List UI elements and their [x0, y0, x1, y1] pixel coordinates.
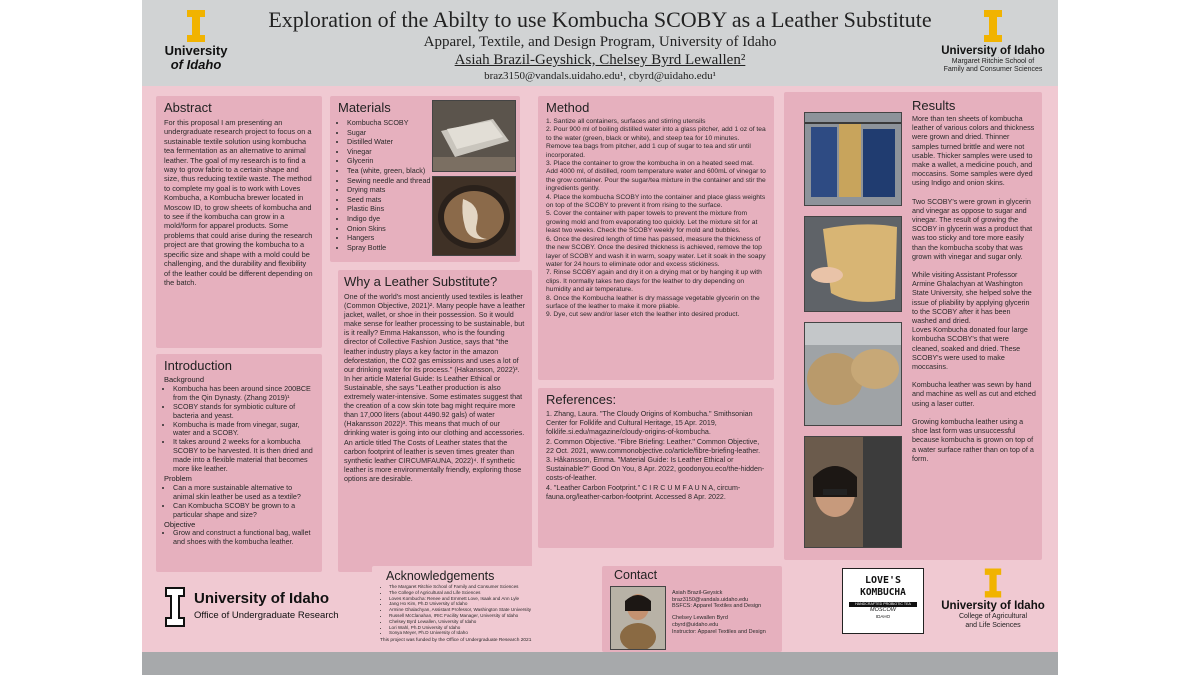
- method-step: 6. Once the desired length of time has passed, measure the thickness of the new SCOBY. Once the desired thickness is achieved, remove the top layer of SCOBY and wash it in warm, soapy water. Let it soak in the soapy water for 24 hours to eliminate odor and excess stickiness.: [546, 235, 766, 268]
- list-item: • Drying mats: [347, 185, 435, 195]
- undergrad-research-logo: [164, 586, 344, 632]
- objective-label: Objective: [164, 519, 196, 529]
- loves-line1: LOVE'S: [864, 575, 902, 586]
- references-list: [546, 410, 766, 502]
- logo-left-line1: University: [164, 43, 228, 58]
- method-step: 3. Place the container to grow the kombucha in on a heated seed mat. Add 4000 ml, of distilled, room temperature water and 600mL of vinegar to the grow container. Pour the sugar/tea mixture in the container and stir the ingredients gently.: [546, 160, 766, 193]
- emails-line: braz3150@vandals.uidaho.edu¹, cbyrd@uidaho.edu¹: [484, 70, 716, 82]
- cals-university-name: University of Idaho: [941, 600, 1045, 612]
- method-step: 9. Dye, cut sew and/or laser etch the leather into desired product.: [546, 311, 740, 319]
- results-paragraph: Growing kombucha leather using a shoe last form was unsuccessful because kombucha is grown on top of a water surface rather than on top of a form.: [912, 416, 1034, 463]
- list-item: • Lori Wahl, Ph.D University of Idaho: [389, 625, 574, 631]
- list-item: • Jang Ho Kim, Ph.D University of Idaho: [389, 601, 574, 607]
- results-paragraph: Kombucha leather was sewn by hand and machine as well as cut and etched using a laser cutter.: [912, 380, 1036, 408]
- list-item: • Kombucha is made from vinegar, sugar, water and a SCOBY.: [173, 421, 314, 439]
- list-item: • The Margaret Ritchie School of Family and Consumer Sciences: [389, 584, 574, 590]
- materials-heading: Materials: [338, 100, 391, 115]
- logo-left-line2: of Idaho: [170, 57, 222, 72]
- logo-office-name: Office of Undergraduate Research: [194, 610, 339, 621]
- funding-line: This project was funded by the Office of Undergraduate Research 2021: [380, 638, 532, 644]
- acknowledgements-list: [380, 584, 574, 636]
- logo-university-name: University of Idaho: [194, 590, 330, 607]
- background-label: Background: [164, 375, 205, 384]
- why-leather-panel: [338, 270, 532, 572]
- reference-item: 1. Zhang, Laura. "The Cloudy Origins of Kombucha." Smithsonian Center for Folklife and Cultural Heritage, 15 Apr. 2019, folklife.si.edu/magazine/cloudy-origins-of-kombucha.: [546, 410, 753, 437]
- method-panel: [538, 96, 774, 380]
- list-item: • Vinegar: [347, 147, 435, 157]
- list-item: • Can a more sustainable alternative to animal skin leather be used as a textile?: [173, 484, 314, 502]
- scoby-bowl-photo: [432, 176, 516, 256]
- why-heading: Why a Leather Substitute?: [344, 274, 498, 289]
- introduction-heading: Introduction: [164, 358, 232, 373]
- results-paragraph: While visiting Assistant Professor Armine Ghalachyan at Washington State University, she helped solve the issue of pliability by applying glycerin to the SCOBY after it has been washed and dried.: [912, 270, 1032, 326]
- method-step: 4. Place the kombucha SCOBY into the container and place glass weights on top of the SCOBY to prevent it from rising to the surface.: [546, 193, 766, 210]
- list-item: • Russell McClanahan, IRIC Facility Manager, University of Idaho: [389, 613, 574, 619]
- list-item: • The College of Agricultural and Life Sciences: [389, 590, 574, 596]
- abstract-panel: [156, 96, 322, 348]
- poster-title: Exploration of the Abilty to use Kombucha SCOBY as a Leather Substitute: [268, 7, 932, 32]
- list-item: • Grow and construct a functional bag, wallet and shoes with the kombucha leather.: [173, 529, 314, 547]
- abstract-text: For this proposal I am presenting an undergraduate research project to focus on a sustainable textile solution using kombucha tea fermentation as an alternative to animal leather. The goal of my research is to find a way to grow fabric to a certain shape and size, thus reducing textile waste. The method to complete my goal is to work with Loves Kombucha, a Kombucha brewer located in Moscow ID, to grow sheets of kombucha and to see if the kombucha can grow in a mold/form for apparel products. Some problems that could arise during the research project are that growing the kombucha to a specific size and shape with a mold could be challenging, and the durability and flexibility of the leather could be different depending on the batch.: [164, 118, 313, 287]
- program-line: Apparel, Textile, and Design Program, University of Idaho: [423, 34, 777, 50]
- contact-email: braz3150@vandals.uidaho.edu: [672, 596, 749, 603]
- logo-right-sub1: Margaret Ritchie School of: [951, 58, 1035, 65]
- list-item: • Hangers: [347, 233, 435, 243]
- method-step: 5. Cover the container with paper towels to prevent the mixture from growing mold and from evaporating too quickly. Let the mixture sit for at least two weeks. Check the SCOBY weekly for mold and bubbles.: [546, 210, 758, 235]
- dyed-leather-photo: [804, 112, 902, 206]
- introduction-panel: [156, 354, 322, 572]
- method-steps: [546, 118, 766, 320]
- references-heading: References:: [546, 392, 617, 407]
- idaho-i-icon: [983, 566, 1003, 600]
- loves-tagline: HANDCRAFTED PROBIOTIC TEA: [849, 602, 917, 607]
- list-item: • Sugar: [347, 128, 435, 138]
- loves-city: MOSCOW: [870, 607, 896, 613]
- list-item: • Tea (white, green, black): [347, 166, 435, 176]
- loves-kombucha-logo: [842, 568, 924, 634]
- list-item: • Spray Bottle: [347, 243, 435, 253]
- list-item: • Seed mats: [347, 195, 435, 205]
- list-item: • Glycerin: [347, 156, 435, 166]
- poster: [142, 0, 1058, 675]
- materials-list: [338, 118, 435, 252]
- idaho-i-icon: [164, 586, 186, 628]
- reference-item: 4. "Leather Carbon Footprint." C I R C U M F A U N A, circum-fauna.org/leather-carbon-footprint. Accessed 8 Apr. 2022.: [546, 483, 741, 501]
- acknowledgements-panel: [372, 566, 582, 652]
- reference-item: 2. Common Objective. "Fibre Briefing: Leather." Common Objective, 22 Oct. 2021, www.commonobjective.co/article/fibre-briefing-leather.: [546, 437, 761, 455]
- contact-program: BSFCS: Apparel Textiles and Design: [672, 603, 762, 610]
- results-paragraph: More than ten sheets of kombucha leather of various colors and thickness were grown and dried. Thinner samples turned brittle and were not usable. Thicker samples were used to make a wallet, a medicine pouch, and moccasins. Some samples were dyed using Indigo and onion skins.: [912, 114, 1035, 188]
- poster-footer-bar: [142, 652, 1058, 675]
- list-item: • Chelsey Byrd Lewallen, University of Idaho: [389, 619, 574, 625]
- list-item: • Sonya Meyer, Ph.D University of Idaho: [389, 630, 574, 636]
- cals-sub2: and Life Sciences: [965, 621, 1021, 629]
- list-item: • Indigo dye: [347, 214, 435, 224]
- list-item: • Plastic Bins: [347, 204, 435, 214]
- why-text: One of the world's most anciently used textiles is leather (Common Objective, 2021)². Many people have a leather jacket, wallet, or shoe in their possession. So it would make sense for leather processing to be sustainable, but is it really? Emma Hakansson, who is the founding director of Collective Fashion Justice, says that "the leather industry plays a key factor in the amazon deforestation, the CO2 gas emissions and uses a lot of our drinking water for its process." (Hakansson, 2022)³. In her article Material Guide: Is Leather Ethical or Sustainable, she says "Leather production is also extremely water-intensive. Some estimates suggest that the creation of a cow skin tote bag might require more than 17,000 liters (about 4490.92 gals) of water (Hakansson 2022)³. This means that much of our drinking water is going into our clothing and accessories. An article titled The Costs of Leather states that the carbon footprint of leather is seven times greater than synthetic leather CIRCUMFAUNA, 2022)⁴. If synthetic leather is more environmentally friendly, exploring those options are desirable.: [344, 292, 525, 483]
- cals-sub1: College of Agricultural: [958, 613, 1028, 620]
- list-item: • Sewing needle and thread: [347, 176, 435, 186]
- results-paragraph: Loves Kombucha donated four large kombucha SCOBY's that were cleaned, soaked and dried. These SCOBY's were used to make moccasins.: [912, 325, 1028, 372]
- method-step: 2. Pour 900 ml of boiling distilled water into a glass pitcher, add 1 oz of tea to the water (green, black or white), and steep tea for 10 minutes. Remove tea bags from pitcher, add 1 cup of sugar to tea and stir until incorporated.: [546, 126, 766, 159]
- method-heading: Method: [546, 100, 590, 115]
- list-item: • Distilled Water: [347, 137, 435, 147]
- list-item: • Can Kombucha SCOBY be grown to a particular shape and size?: [173, 502, 314, 520]
- contact-panel: [602, 566, 782, 652]
- acknowledgements-heading: Acknowledgements: [386, 569, 495, 583]
- method-step: 8. Once the Kombucha leather is dry massage vegetable glycerin on the surface of the leather to make it more pliable.: [546, 294, 760, 310]
- abstract-heading: Abstract: [164, 100, 212, 115]
- header-banner: [142, 0, 1058, 86]
- contact-name: Asiah Brazil-Geysick: [672, 590, 723, 596]
- logo-right-sub2: Family and Consumer Sciences: [943, 66, 1043, 73]
- method-step: 1. Santize all containers, surfaces and stirring utensils: [546, 118, 706, 125]
- list-item: • It takes around 2 weeks for a kombucha SCOBY to be harvested. It is then dried and made into a flexible material that becomes more like leather.: [173, 438, 314, 474]
- list-item: • Armine Ghalachyan, Assistant Professor, Washington State University: [389, 607, 574, 613]
- method-step: 7. Rinse SCOBY again and dry it on a drying mat or by hanging it up with clips. It normally takes two days for the leather to dry depending on humidity and air temperature.: [546, 269, 762, 294]
- contact-photo: [610, 586, 666, 650]
- contact-heading: Contact: [614, 568, 658, 582]
- researcher-photo: [804, 436, 902, 548]
- list-item: • Kombucha SCOBY: [347, 118, 435, 128]
- results-heading: Results: [912, 98, 956, 113]
- reference-item: 3. Håkansson, Emma. "Material Guide: Is Leather Ethical or Sustainable?" Good On You, 8 Apr. 2022, goodonyou.eco/the-hidden-costs-of-leather.: [546, 456, 765, 483]
- problem-label: Problem: [164, 473, 192, 483]
- results-paragraph: Two SCOBY's were grown in glycerin and vinegar as oppose to sugar and vinegar. The result of growing the SCOBY in glycerin was a product that was too sticky and tore more easily than the kombucha scoby that was grown with vinegar and sugar only.: [912, 196, 1033, 261]
- list-item: • Loves Kombucha: Renee and Emmett Love, Isaak and Ann Lyle: [389, 596, 574, 602]
- references-panel: [538, 388, 774, 548]
- list-item: • SCOBY stands for symbiotic culture of bacteria and yeast.: [173, 403, 314, 421]
- donated-scoby-photo: [804, 322, 902, 426]
- instructor-email: cbyrd@uidaho.edu: [672, 621, 719, 628]
- instructor-name: Chelsey Lewallen Byrd: [672, 615, 728, 622]
- background-list: [164, 385, 314, 474]
- problem-list: [164, 484, 314, 520]
- cals-logo: [938, 566, 1048, 646]
- list-item: • Onion Skins: [347, 224, 435, 234]
- university-logo-right: [934, 8, 1052, 74]
- idaho-i-icon: [982, 8, 1004, 44]
- logo-right-name: University of Idaho: [941, 45, 1045, 57]
- scoby-stack-photo: [432, 100, 516, 172]
- objective-list: [164, 529, 314, 547]
- glycerin-scoby-photo: [804, 216, 902, 312]
- list-item: • Kombucha has been around since 200BCE from the Qin Dynasty. (Zhang 2019)¹: [173, 385, 314, 403]
- contact-details: [672, 590, 778, 635]
- results-text: [912, 114, 1036, 463]
- instructor-role: Instructor: Apparel Textiles and Design: [672, 628, 766, 635]
- loves-line2: KOMBUCHA: [860, 587, 906, 598]
- poster-title-block: [202, 7, 998, 83]
- authors-line: Asiah Brazil-Geyshick, Chelsey Byrd Lewallen²: [454, 52, 746, 68]
- loves-state: IDAHO: [875, 614, 891, 619]
